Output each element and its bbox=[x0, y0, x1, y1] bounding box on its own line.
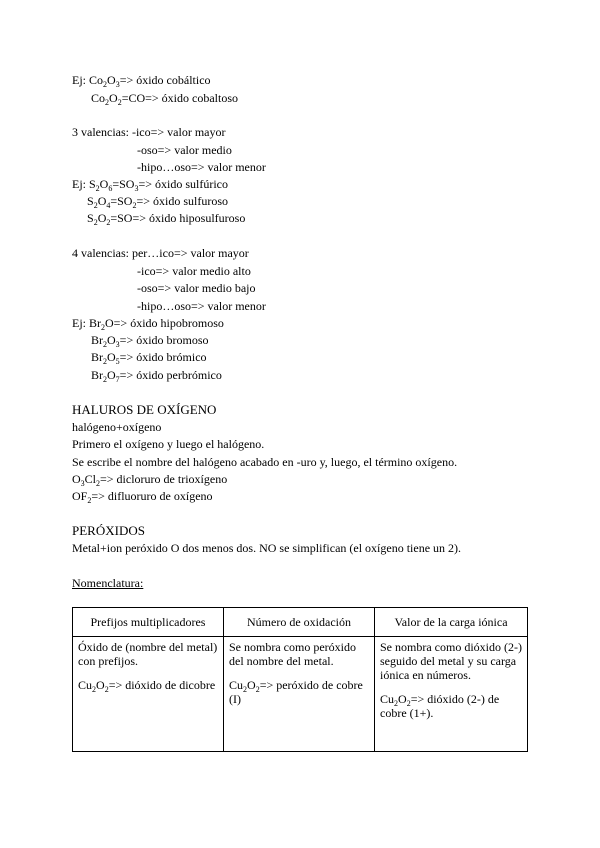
example-bromoso: $Br_2O_3=>$ óxido bromoso bbox=[91, 333, 209, 349]
nomenclatura-label: Nomenclatura: bbox=[72, 576, 144, 590]
valencias4-line-2: -ico=> valor medio alto bbox=[137, 264, 251, 278]
example-sulfuroso: $S_2O_4=SO_2=>$ óxido sulfuroso bbox=[87, 194, 229, 210]
example-hipobromoso: Ej: $Br_2O=>$ óxido hipobromoso bbox=[72, 316, 224, 332]
cell-numero-oxidacion-text: Se nombra como peróxido del nombre del metal. bbox=[229, 640, 356, 668]
haluros-line-1: halógeno+oxígeno bbox=[72, 420, 162, 434]
haluros-line-3: Se escribe el nombre del halógeno acabado en -uro y, luego, el término oxígeno. bbox=[72, 455, 458, 469]
header-numero-oxidacion: Número de oxidación bbox=[224, 608, 375, 637]
example-bromico: $Br_2O_5=>$ óxido brómico bbox=[91, 350, 207, 366]
peroxidos-title: PERÓXIDOS bbox=[72, 523, 145, 538]
cell-carga-ionica bbox=[375, 637, 528, 752]
cell-carga-ionica-text: Se nombra como dióxido (2-) seguido del metal y su carga iónica en números. bbox=[380, 640, 522, 682]
nomenclatura-table bbox=[72, 607, 528, 752]
cell-prefijos-example: $Cu_2O_2=>$ dióxido de dicobre bbox=[78, 678, 216, 694]
example-cobaltoso: $Co_2O_2=CO=>$ óxido cobaltoso bbox=[91, 91, 238, 107]
example-perbromico: $Br_2O_7=>$ óxido perbrómico bbox=[91, 368, 222, 384]
table-row bbox=[73, 637, 528, 752]
cell-prefijos bbox=[73, 637, 224, 752]
peroxidos-line-1: Metal+ion peróxido O dos menos dos. NO se simplifican (el oxígeno tiene un 2). bbox=[72, 541, 462, 555]
valencias3-line-3: -hipo…oso=> valor menor bbox=[137, 160, 266, 174]
valencias3-line-2: -oso=> valor medio bbox=[137, 143, 232, 157]
valencias4-heading: 4 valencias: per…ico=> valor mayor bbox=[72, 246, 249, 260]
example-cobaltico: Ej: $Co_2O_3=>$ óxido cobáltico bbox=[72, 73, 211, 89]
cell-numero-oxidacion bbox=[224, 637, 375, 752]
table-header-row bbox=[73, 608, 528, 637]
haluros-line-2: Primero el oxígeno y luego el halógeno. bbox=[72, 437, 265, 451]
example-sulfurico: Ej: $S_2O_6=SO_3=>$ óxido sulfúrico bbox=[72, 177, 228, 193]
cell-prefijos-text: Óxido de (nombre del metal) con prefijos. bbox=[78, 640, 218, 668]
example-difluoruro: $OF_2=>$ difluoruro de oxígeno bbox=[72, 489, 213, 505]
valencias4-line-3: -oso=> valor medio bajo bbox=[137, 281, 256, 295]
example-dicloruro: $O_3Cl_2=>$ dicloruro de trioxígeno bbox=[72, 472, 228, 488]
cell-carga-ionica-example: $Cu_2O_2=>$ dióxido (2-) de cobre (1+). bbox=[380, 692, 500, 720]
header-carga-ionica: Valor de la carga iónica bbox=[375, 608, 528, 637]
valencias3-heading: 3 valencias: -ico=> valor mayor bbox=[72, 125, 226, 139]
valencias4-line-4: -hipo…oso=> valor menor bbox=[137, 299, 266, 313]
example-hiposulfuroso: $S_2O_2=SO=>$ óxido hiposulfuroso bbox=[87, 211, 246, 227]
cell-numero-oxidacion-example: $Cu_2O_2=>$ peróxido de cobre (I) bbox=[229, 678, 363, 706]
haluros-title: HALUROS DE OXÍGENO bbox=[72, 402, 217, 417]
header-prefijos: Prefijos multiplicadores bbox=[73, 608, 224, 637]
